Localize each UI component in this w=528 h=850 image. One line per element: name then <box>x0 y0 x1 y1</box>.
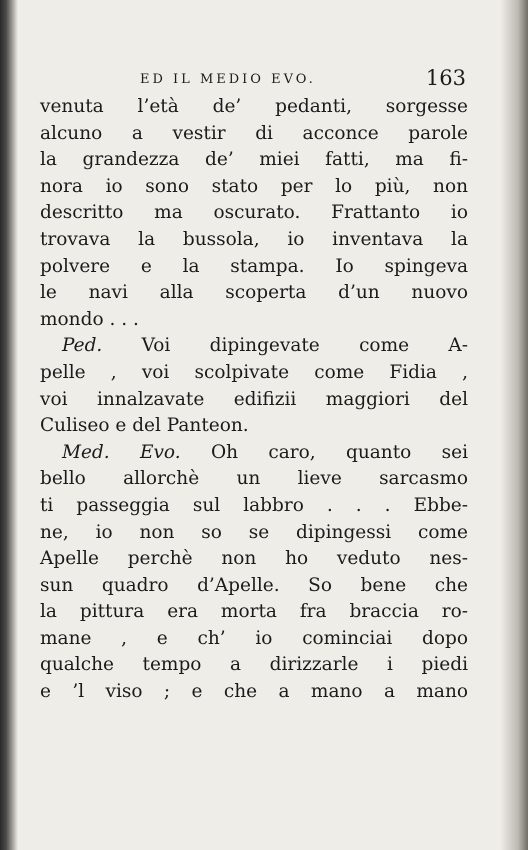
speaker-name: Med. Evo. <box>62 441 181 463</box>
text-line: voi innalzavate edifizii maggiori del <box>40 388 468 410</box>
text-line: la pittura era morta fra braccia ro- <box>40 601 468 623</box>
page-gutter-shadow <box>0 0 18 850</box>
text-line: ti passeggia sul labbro . . . Ebbe- <box>40 494 468 516</box>
text-line: Culiseo e del Panteon. <box>40 415 249 437</box>
text-line: descritto ma oscurato. Frattanto io <box>40 202 468 224</box>
text-line <box>40 333 468 360</box>
text-line: ne, io non so se dipingessi come <box>40 521 468 543</box>
text-line: venuta l’età de’ pedanti, sorgesse <box>40 96 468 117</box>
running-head: ED IL MEDIO EVO. <box>140 72 316 87</box>
text-line: la grandezza de’ miei fatti, ma fi- <box>40 149 468 171</box>
text-line: qualche tempo a dirizzarle i piedi <box>40 654 468 676</box>
text-fragment: Voi dipingevate come A- <box>102 335 468 357</box>
text-line: Apelle perchè non ho veduto nes- <box>40 548 468 570</box>
text-line: trovava la bussola, io inventava la <box>40 228 468 250</box>
text-line: pelle , voi scolpivate come Fidia , <box>40 361 468 383</box>
text-line: nora io sono stato per lo più, non <box>40 175 468 197</box>
page-number: 163 <box>425 66 466 90</box>
speaker-name: Ped. <box>62 335 103 357</box>
page-header <box>40 62 468 96</box>
text-line: e ’l viso ; e che a mano a mano <box>40 681 468 703</box>
text-line: mondo . . . <box>40 308 139 330</box>
page-edge-shadow <box>500 0 528 850</box>
text-line: polvere e la stampa. Io spingeva <box>40 255 468 277</box>
text-line: bello allorchè un lieve sarcasmo <box>40 468 468 490</box>
text-line: mane , e ch’ io cominciai dopo <box>40 627 468 649</box>
text-line <box>40 440 468 467</box>
text-fragment: Oh caro, quanto sei <box>180 441 468 463</box>
body-text <box>40 94 468 706</box>
text-line: sun quadro d’Apelle. So bene che <box>40 574 468 596</box>
text-line: le navi alla scoperta d’un nuovo <box>40 282 468 304</box>
text-line: alcuno a vestir di acconce parole <box>40 122 468 144</box>
